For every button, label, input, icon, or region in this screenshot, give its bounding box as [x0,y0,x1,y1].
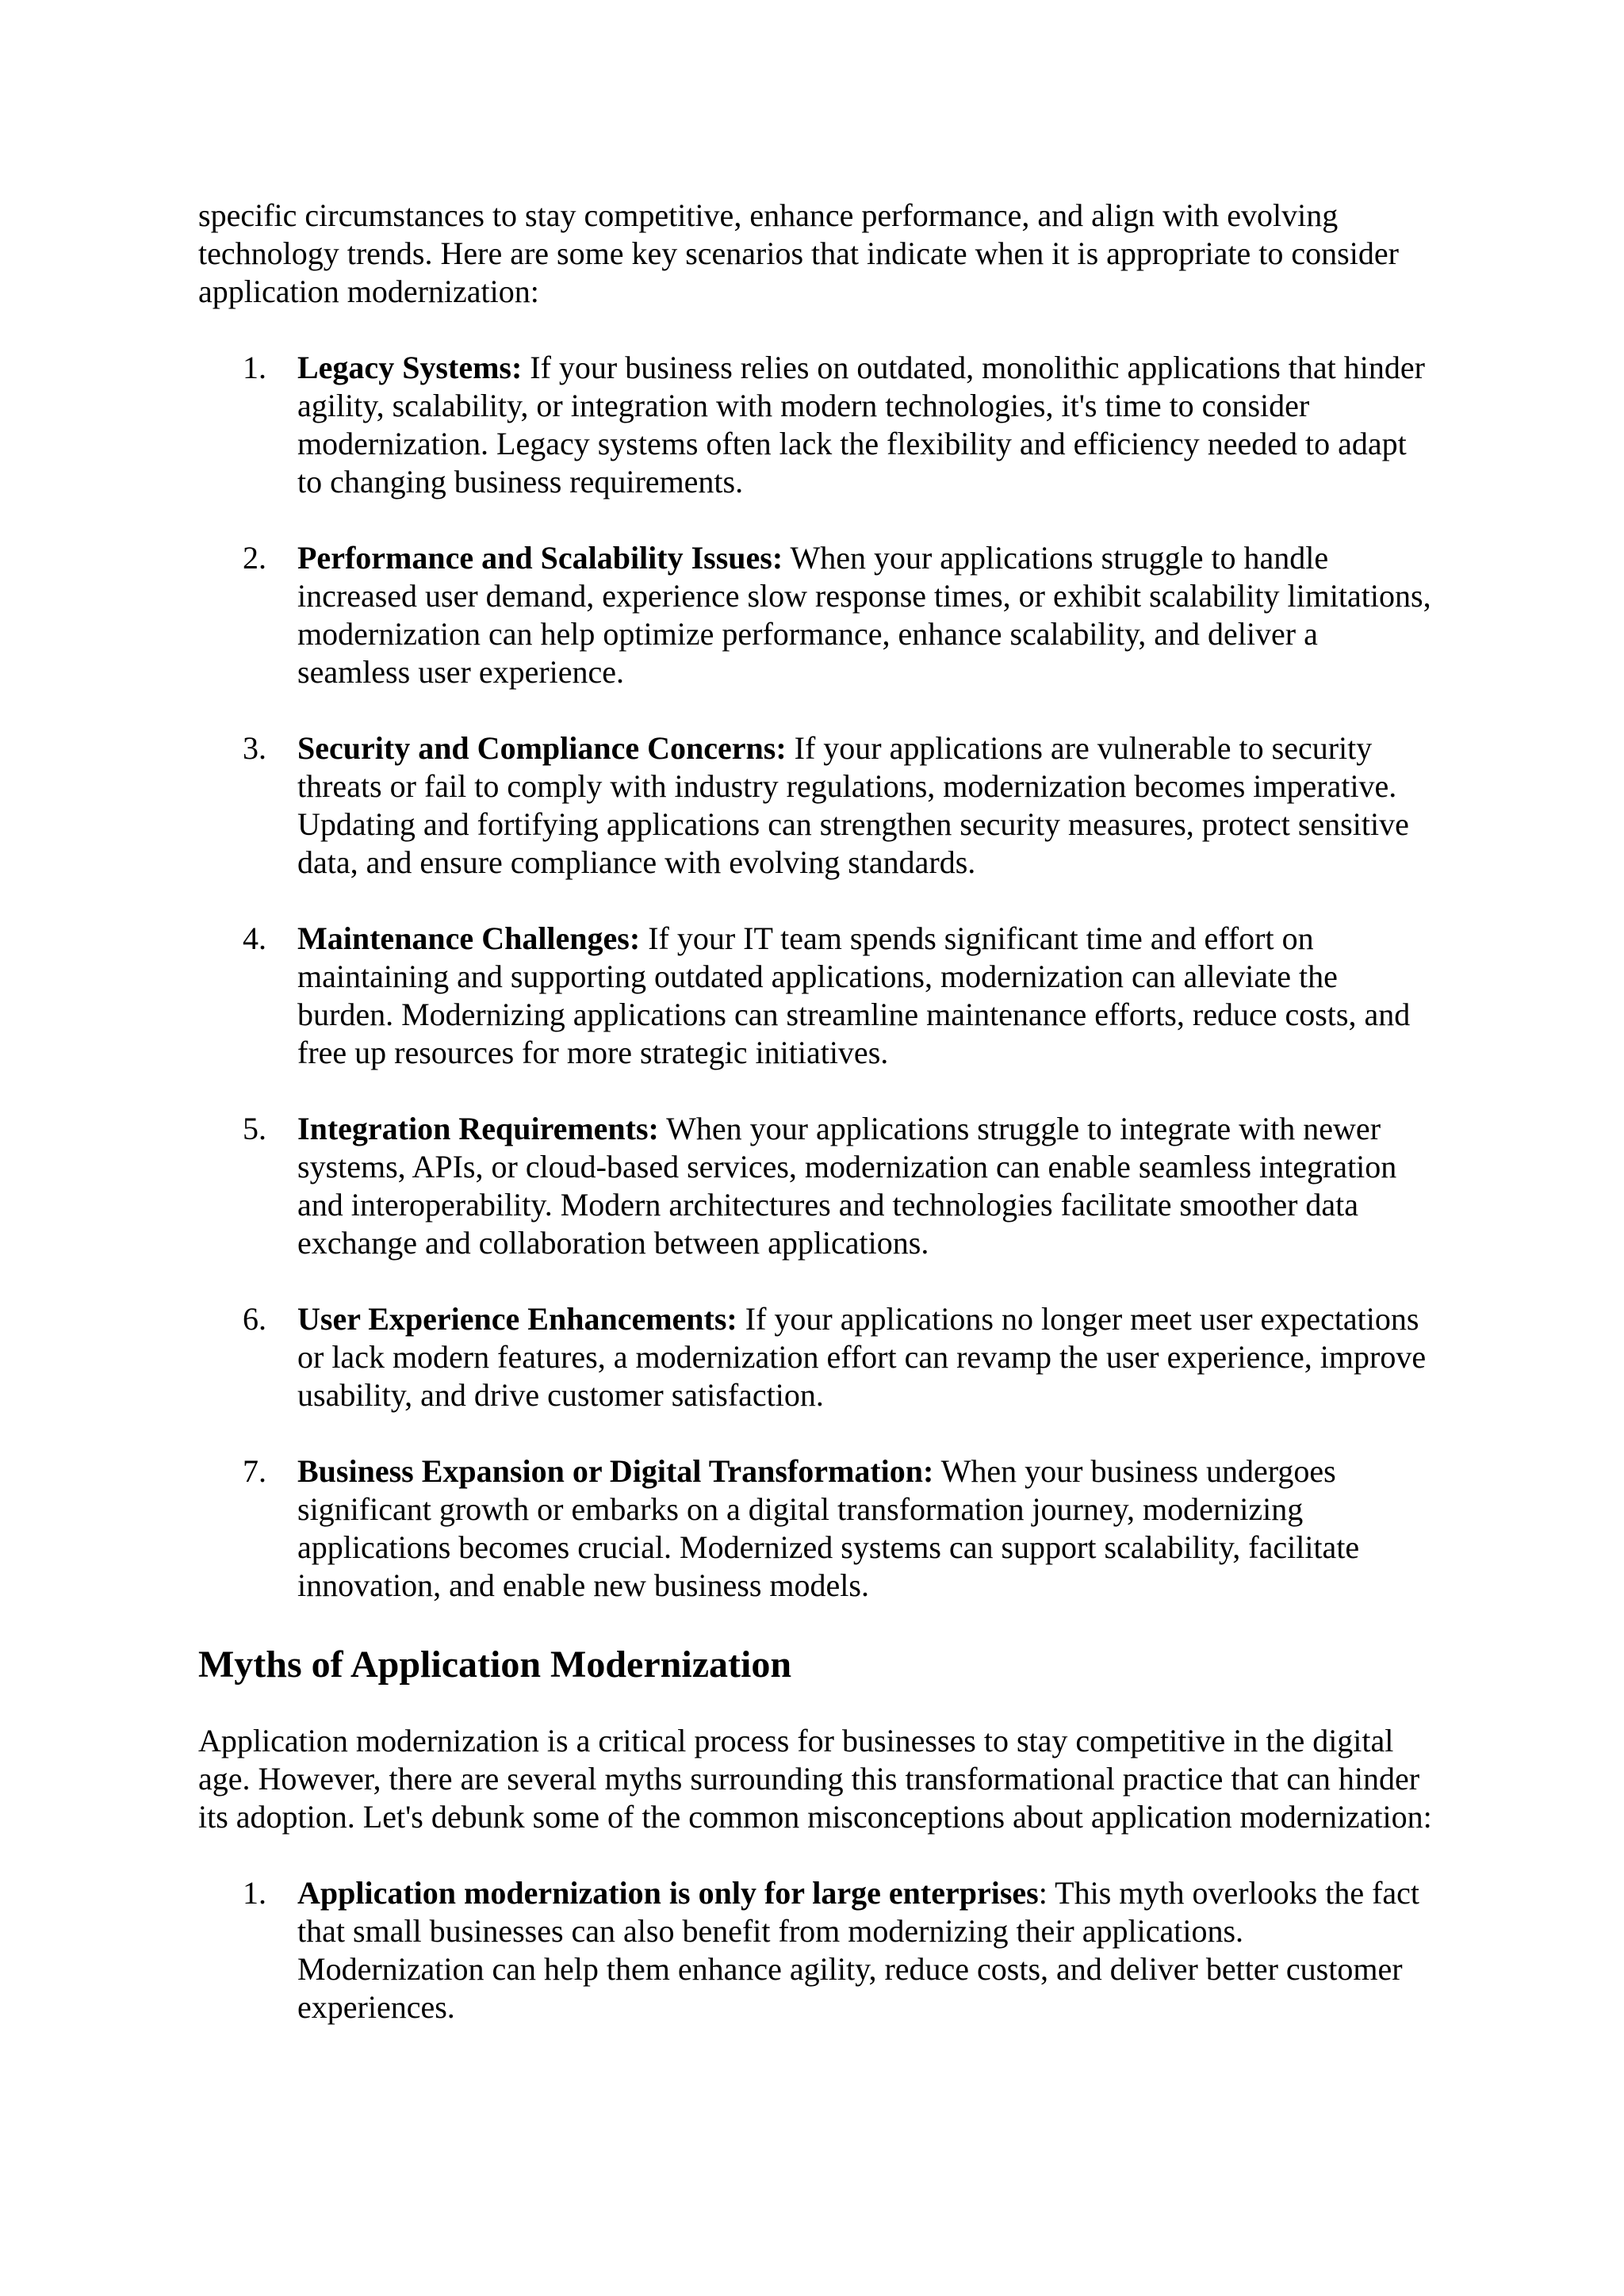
list-item-scenario-7 [198,1452,1435,1605]
scenarios-list [198,349,1435,1605]
list-item-scenario-6 [198,1300,1435,1414]
myths-intro-paragraph: Application modernization is a critical process for businesses to stay competitive in the digital age. However, there are several myths surrounding this transformational practice that can hinder its adoption. Let's debunk some of the common misconceptions about application modernization: [198,1723,1432,1835]
list-item-text: If your applications are vulnerable to security threats or fail to comply with industry regulations, modernization becomes imperative. Updating and fortifying applications can strengthen security measures, protect sensitive data, and ensure compliance with evolving standards. [297,730,1409,880]
list-item-scenario-3 [198,729,1435,882]
list-item-title: Legacy Systems: [297,350,523,385]
list-item-scenario-2 [198,539,1435,691]
myths-list [198,1874,1435,2026]
list-number: 1. [243,350,266,385]
list-item-text: If your applications no longer meet user expectations or lack modern features, a modernization effort can revamp the user experience, improve usability, and drive customer satisfaction. [297,1301,1427,1413]
list-item-scenario-4 [198,920,1435,1072]
list-number: 1. [243,1875,266,1911]
myths-heading: Myths of Application Modernization [198,1644,792,1686]
list-item-text: When your applications struggle to handle increased user demand, experience slow response times, or exhibit scalability limitations, modernization can help optimize performance, enhance scalability, and deliver a seamless user experience. [297,540,1431,690]
document-page [198,197,1435,2064]
list-item-scenario-5 [198,1110,1435,1262]
list-item-scenario-1 [198,349,1435,501]
list-number: 6. [243,1301,266,1337]
list-item-title: User Experience Enhancements: [297,1301,737,1337]
list-item-myth-1 [198,1874,1435,2026]
list-number: 2. [243,540,266,576]
list-item-text: When your applications struggle to integrate with newer systems, APIs, or cloud-based services, modernization can enable seamless integration and interoperability. Modern architectures and technologies facilitate smoother data exchange and collaboration between applications. [297,1111,1397,1261]
list-number: 7. [243,1453,266,1489]
list-item-text: If your IT team spends significant time and effort on maintaining and supporting outdated applications, modernization can alleviate the burden. Modernizing applications can streamline maintenance efforts, reduce costs, and free up resources for more strategic initiatives. [297,920,1411,1070]
list-item-title: Integration Requirements: [297,1111,659,1146]
list-item-text: : This myth overlooks the fact that small businesses can also benefit from modernizing their applications. Modernization can help them enhance agility, reduce costs, and deliver better customer experiences. [297,1875,1420,2025]
list-number: 5. [243,1111,266,1146]
intro-paragraph: specific circumstances to stay competitive, enhance performance, and align with evolving technology trends. Here are some key scenarios that indicate when it is appropriate to consider application modernization: [198,197,1399,309]
list-item-title: Performance and Scalability Issues: [297,540,783,576]
list-item-text: If your business relies on outdated, monolithic applications that hinder agility, scalability, or integration with modern technologies, it's time to consider modernization. Legacy systems often lack the flexibility and efficiency needed to adapt to changing business requirements. [297,350,1425,499]
list-item-title: Maintenance Challenges: [297,920,641,956]
list-item-title: Application modernization is only for large enterprises [297,1875,1039,1911]
list-item-text: When your business undergoes significant growth or embarks on a digital transformation journey, modernizing applications becomes crucial. Modernized systems can support scalability, facilitate innovation, and enable new business models. [297,1453,1360,1603]
list-item-title: Security and Compliance Concerns: [297,730,787,766]
list-number: 3. [243,730,266,766]
list-number: 4. [243,920,266,956]
list-item-title: Business Expansion or Digital Transformation: [297,1453,934,1489]
